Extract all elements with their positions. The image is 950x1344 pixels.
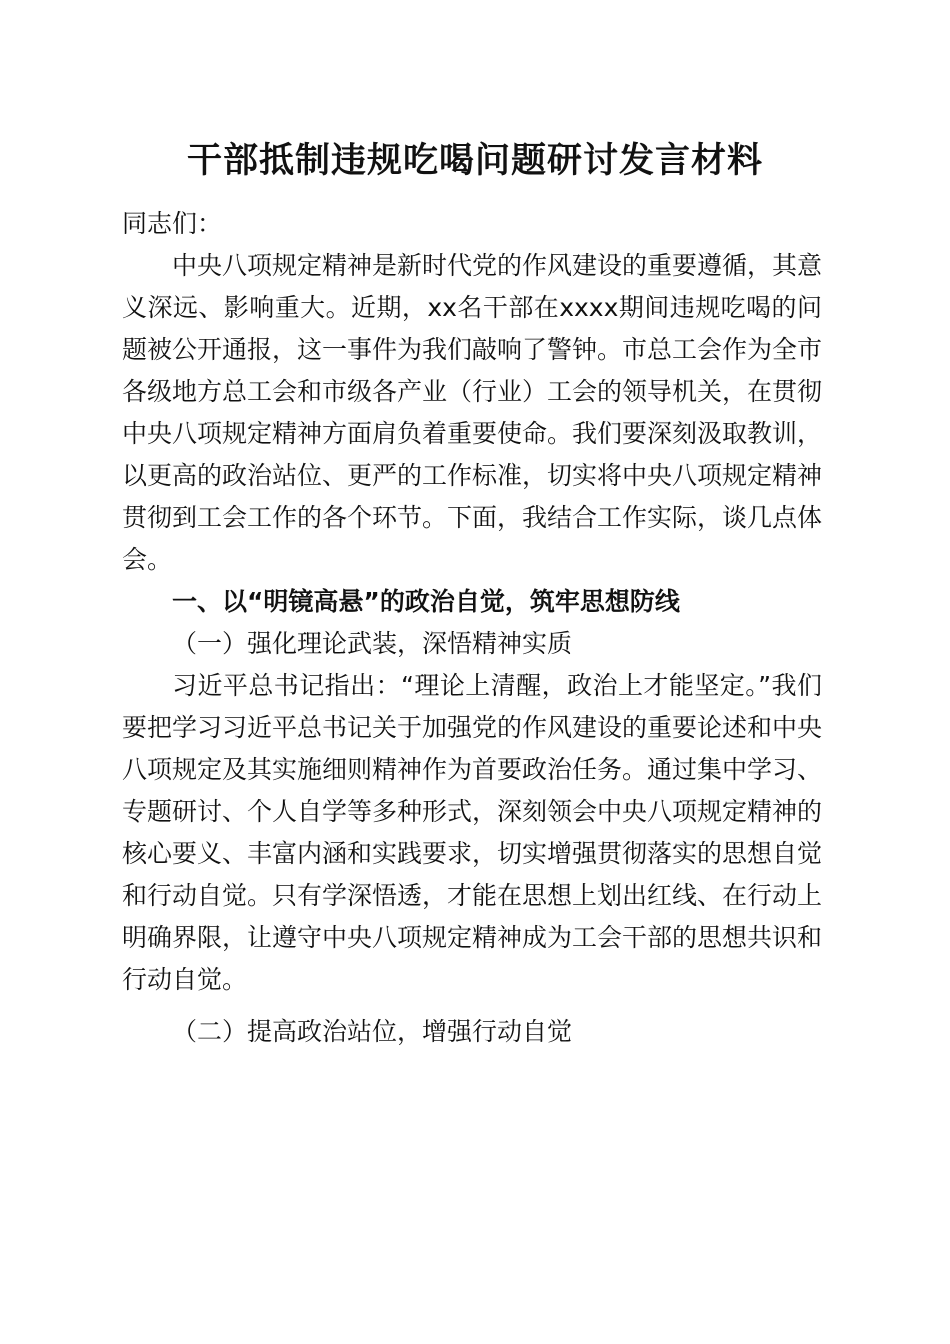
subsection-heading: （一）强化理论武装，深悟精神实质 — [172, 629, 573, 658]
document-title: 干部抵制违规吃喝问题研讨发言材料 — [186, 140, 763, 181]
subsection-heading: （二）提高政治站位，增强行动自觉 — [172, 1017, 573, 1046]
salutation: 同志们： — [122, 209, 223, 238]
intro-paragraph: 中央八项规定精神是新时代党的作风建设的重要遵循，其意义深远、影响重大。近期，xx名干部在xxxx期间违规吃喝的问题被公开通报，这一事件为我们敲响了警钟。市总工会作为全市各级地方总工会和市级各产业（行业）工会的领导机关，在贯彻中央八项规定精神方面肩负着重要使命。我们要深刻汲取教训，以更高的政治站位、更严的工作标准，切实将中央八项规定精神贯彻到工会工作的各个环节。下面，我结合工作实际，谈几点体会。 — [122, 251, 823, 574]
body-paragraph: 习近平总书记指出：“理论上清醒，政治上才能坚定。”我们要把学习习近平总书记关于加强党的作风建设的重要论述和中央八项规定及其实施细则精神作为首要政治任务。通过集中学习、专题研讨、个人自学等多种形式，深刻领会中央八项规定精神的核心要义、丰富内涵和实践要求，切实增强贯彻落实的思想自觉和行动自觉。只有学深悟透，才能在思想上划出红线、在行动上明确界限，让遵守中央八项规定精神成为工会干部的思想共识和行动自觉。 — [122, 671, 823, 994]
section-heading: 一、以“明镜高悬”的政治自觉，筑牢思想防线 — [172, 587, 680, 616]
document-body — [122, 203, 822, 1053]
